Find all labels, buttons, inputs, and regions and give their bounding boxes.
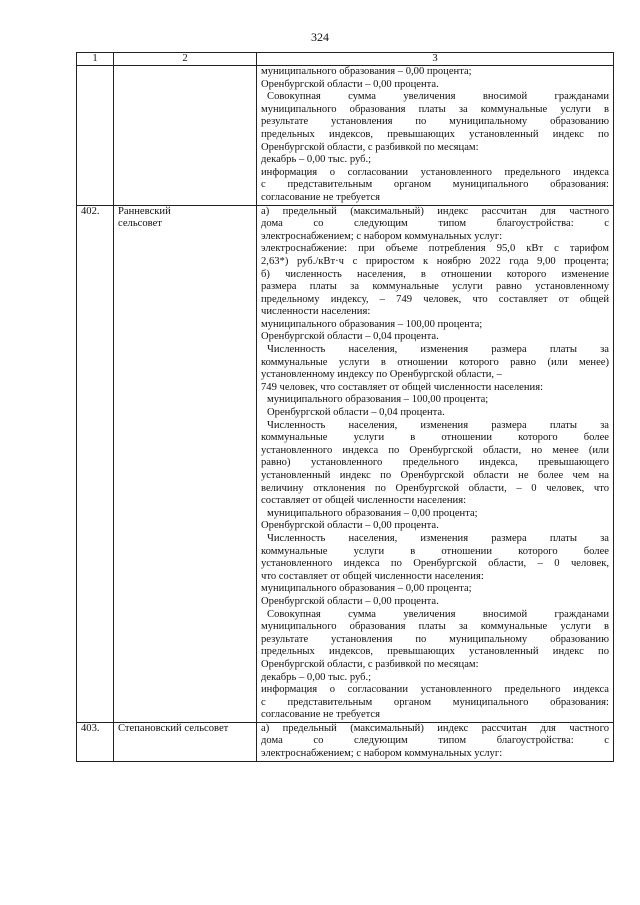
municipal-index-table xyxy=(76,52,614,762)
description-line: Оренбургской области, с разбивкой по месяцам: xyxy=(261,658,479,670)
description-line: величину отклонения по Оренбургской области, – 0 человек, что xyxy=(261,482,609,494)
header-col-2: 2 xyxy=(114,53,257,66)
description-line: размера платы за коммунальные услуги равно установленному xyxy=(261,281,609,293)
row-number: 403. xyxy=(77,722,114,761)
municipality-name xyxy=(114,205,257,722)
description-line: предельных индексов, превышающих установленный индекс по xyxy=(261,128,609,140)
description-line: дома со следующим типом благоустройства: с xyxy=(261,218,609,230)
description-line: а) предельный (максимальный) индекс рассчитан для частного xyxy=(261,722,609,734)
description-line: Численность населения, изменения размера платы за xyxy=(267,419,609,431)
description-line: информация о согласовании установленного предельного индекса xyxy=(261,684,609,696)
description-line: установленного индекса по Оренбургской области, но менее (или xyxy=(261,444,609,456)
municipality-name xyxy=(114,722,257,761)
description-line: с представительным органом муниципального образования: xyxy=(261,696,609,708)
description-line: муниципального образования – 100,00 процента; xyxy=(267,394,489,406)
header-col-1: 1 xyxy=(77,53,114,66)
description-line: Оренбургской области – 0,04 процента. xyxy=(267,407,445,419)
description-line: установленному индексу по Оренбургской области, – xyxy=(261,369,502,381)
description-line: Численность населения, изменения размера платы за xyxy=(267,532,609,544)
description-line: электроснабжение: при объеме потребления 95,0 кВт с тарифом xyxy=(261,243,609,255)
municipality-name-line: Степановский сельсовет xyxy=(118,722,229,734)
description-line: муниципального образования платы за коммунальные услуги в xyxy=(261,103,609,115)
description-line: Оренбургской области – 0,00 процента. xyxy=(261,595,439,607)
description-line: б) численность населения, в отношении которого изменение xyxy=(261,268,609,280)
description-line: информация о согласовании установленного предельного индекса xyxy=(261,166,609,178)
description-line: Совокупная сумма увеличения вносимой гражданами xyxy=(267,608,609,620)
description-line: установленный индекс по Оренбургской области не более чем на xyxy=(261,470,609,481)
description-line: декабрь – 0,00 тыс. руб.; xyxy=(261,154,372,166)
description-line: Численность населения, изменения размера платы за xyxy=(267,344,609,356)
table-row xyxy=(77,66,614,206)
description-line: электроснабжением; с набором коммунальных услуг: xyxy=(261,230,503,242)
table-row xyxy=(77,722,614,761)
description-line: а) предельный (максимальный) индекс рассчитан для частного xyxy=(261,205,609,217)
row-number: 402. xyxy=(77,205,114,722)
municipality-name-line: Ранневский xyxy=(118,205,171,217)
description-line: Оренбургской области – 0,00 процента. xyxy=(261,78,439,90)
description-line: муниципального образования – 0,00 процента; xyxy=(261,66,472,77)
description-line: согласование не требуется xyxy=(261,709,381,721)
description-line: установленного индекса по Оренбургской области, – 0 человек, xyxy=(261,558,609,570)
page-number: 324 xyxy=(311,30,329,44)
description-line: составляет от общей численности населения: xyxy=(261,495,467,507)
description-line: коммунальные услуги в отношении которого более xyxy=(261,545,609,557)
description-line: предельному индексу, – 749 человек, что составляет от общей xyxy=(261,293,609,305)
description-line: 2,63*) руб./кВт·ч с приростом к ноябрю 2022 года 9,00 процента; xyxy=(261,255,609,267)
description-line: муниципального образования – 0,00 процента; xyxy=(267,507,478,519)
description-line: что составляет от общей численности населения: xyxy=(261,570,484,582)
description-line: коммунальные услуги в отношении которого равно (или менее) xyxy=(261,356,609,368)
description-line: результате установления по муниципальному образованию xyxy=(261,633,609,645)
description-line: Совокупная сумма увеличения вносимой гражданами xyxy=(267,91,609,103)
description-line: Оренбургской области – 0,00 процента. xyxy=(261,520,439,532)
description-line: коммунальные услуги в отношении которого более xyxy=(261,432,609,444)
description-line: предельных индексов, превышающих установленный индекс по xyxy=(261,646,609,658)
table-row xyxy=(77,205,614,722)
description-line: декабрь – 0,00 тыс. руб.; xyxy=(261,671,372,683)
description-line: муниципального образования – 0,00 процента; xyxy=(261,583,472,595)
description-line: согласование не требуется xyxy=(261,191,381,203)
municipality-name-line: сельсовет xyxy=(118,218,162,230)
municipality-name xyxy=(114,66,257,206)
index-description xyxy=(257,722,614,761)
header-col-3: 3 xyxy=(257,53,614,66)
description-line: электроснабжением; с набором коммунальных услуг: xyxy=(261,748,503,760)
description-line: численности населения: xyxy=(261,306,371,318)
description-line: Оренбургской области – 0,04 процента. xyxy=(261,331,439,343)
description-line: результате установления по муниципальному образованию xyxy=(261,116,609,128)
row-number xyxy=(77,66,114,206)
index-description xyxy=(257,66,614,206)
table-header-row xyxy=(77,53,614,66)
description-line: Оренбургской области, с разбивкой по месяцам: xyxy=(261,141,479,153)
description-line: дома со следующим типом благоустройства: с xyxy=(261,735,609,747)
description-line: муниципального образования платы за коммунальные услуги в xyxy=(261,621,609,633)
description-line: равно) установленного предельного индекса, превышающего xyxy=(261,457,609,469)
description-line: 749 человек, что составляет от общей численности населения: xyxy=(261,381,544,393)
description-line: муниципального образования – 100,00 процента; xyxy=(261,318,483,330)
description-line: с представительным органом муниципального образования: xyxy=(261,179,609,191)
index-description xyxy=(257,205,614,722)
